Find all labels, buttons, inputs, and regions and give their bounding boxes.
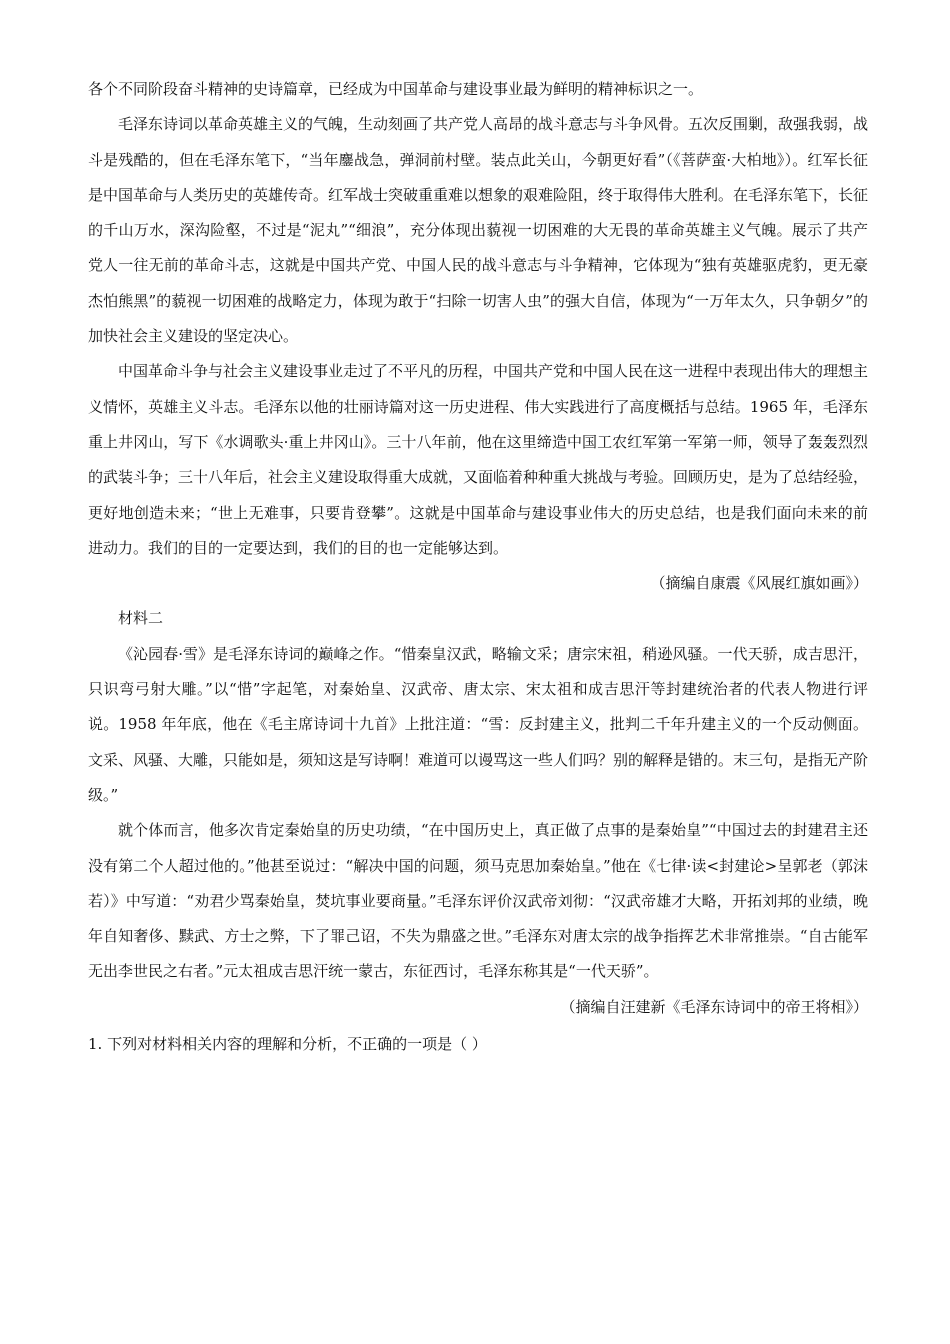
document-page [88,72,868,1062]
paragraph-qinyuanchun-snow: 《沁园春·雪》是毛泽东诗词的巅峰之作。“惜秦皇汉武，略输文采；唐宗宋祖，稍逊风骚。一代天骄，成吉思汗，只识弯弓射大雕。”以“惜”字起笔，对秦始皇、汉武帝、唐太宗、宋太祖和成吉思汗等封建统治者的代表人物进行评说。1958 年年底，他在《毛主席诗词十九首》上批注道：“雪：反封建主义，批判二千年升建主义的一个反动侧面。文采、风骚、大雕，只能如是，须知这是写诗啊！难道可以谩骂这一些人们吗？别的解释是错的。末三句，是指无产阶级。” [88,644,869,804]
paragraph-historical-summary: 中国革命斗争与社会主义建设事业走过了不平凡的历程，中国共产党和中国人民在这一进程中表现出伟大的理想主义情怀，英雄主义斗志。毛泽东以他的壮丽诗篇对这一历史进程、伟大实践进行了高度概括与总结。1965 年，毛泽东重上井冈山，写下《水调歌头·重上井冈山》。三十八年前，他在这里缔造中国工农红军第一军第一师，领导了轰轰烈烈的武装斗争；三十八年后，社会主义建设取得重大成就，又面临着种种重大挑战与考验。回顾历史，是为了总结经验，更好地创造未来；“世上无难事，只要肯登攀”。这就是中国革命与建设事业伟大的历史总结，也是我们面向未来的前进动力。我们的目的一定要达到，我们的目的也一定能够达到。 [88,362,869,557]
paragraph-continuation: 各个不同阶段奋斗精神的史诗篇章，已经成为中国革命与建设事业最为鲜明的精神标识之一。 [88,80,704,98]
material-two-label: 材料二 [118,609,164,628]
question-1: 1. 下列对材料相关内容的理解和分析，不正确的一项是（ ） [88,1035,487,1054]
paragraph-revolutionary-heroism: 毛泽东诗词以革命英雄主义的气魄，生动刻画了共产党人高昂的战斗意志与斗争风骨。五次反围剿，敌强我弱，战斗是残酷的，但在毛泽东笔下，“当年鏖战急，弹洞前村壁。装点此关山，今朝更好看”（《菩萨蛮·大柏地》）。红军长征是中国革命与人类历史的英雄传奇。红军战士突破重重难以想象的艰难险阻，终于取得伟大胜利。在毛泽东笔下，长征的千山万水，深沟险壑，不过是“泥丸”“细浪”，充分体现出藐视一切困难的大无畏的革命英雄主义气魄。展示了共产党人一往无前的革命斗志，这就是中国共产党、中国人民的战斗意志与斗争精神，它体现为“独有英雄驱虎豹，更无豪杰怕熊黑”的藐视一切困难的战略定力，体现为敢于“扫除一切害人虫”的强大自信，体现为“一万年太久，只争朝夕”的加快社会主义建设的坚定决心。 [88,115,869,346]
paragraph-emperor-evaluations: 就个体而言，他多次肯定秦始皇的历史功绩，“在中国历史上，真正做了点事的是秦始皇”“中国过去的封建君主还没有第二个人超过他的。”他甚至说过：“解决中国的问题，须马克思加秦始皇。”他在《七律·读<封建论>呈郭老（郭沫若）》中写道：“劝君少骂秦始皇，焚坑事业要商量。”毛泽东评价汉武帝刘彻：“汉武帝雄才大略，开拓刘邦的业绩，晚年自知奢侈、黩武、方士之弊，下了罪己诏，不失为鼎盛之世。”毛泽东对唐太宗的战争指挥艺术非常推崇。“自古能军无出李世民之右者。”元太祖成吉思汗统一蒙古，东征西讨，毛泽东称其是“一代天骄”。 [88,821,868,981]
citation-wang-jianxin: （摘编自汪建新《毛泽东诗词中的帝王将相》） [560,997,868,1016]
citation-kang-zhen: （摘编自康震《风展红旗如画》） [650,574,868,593]
